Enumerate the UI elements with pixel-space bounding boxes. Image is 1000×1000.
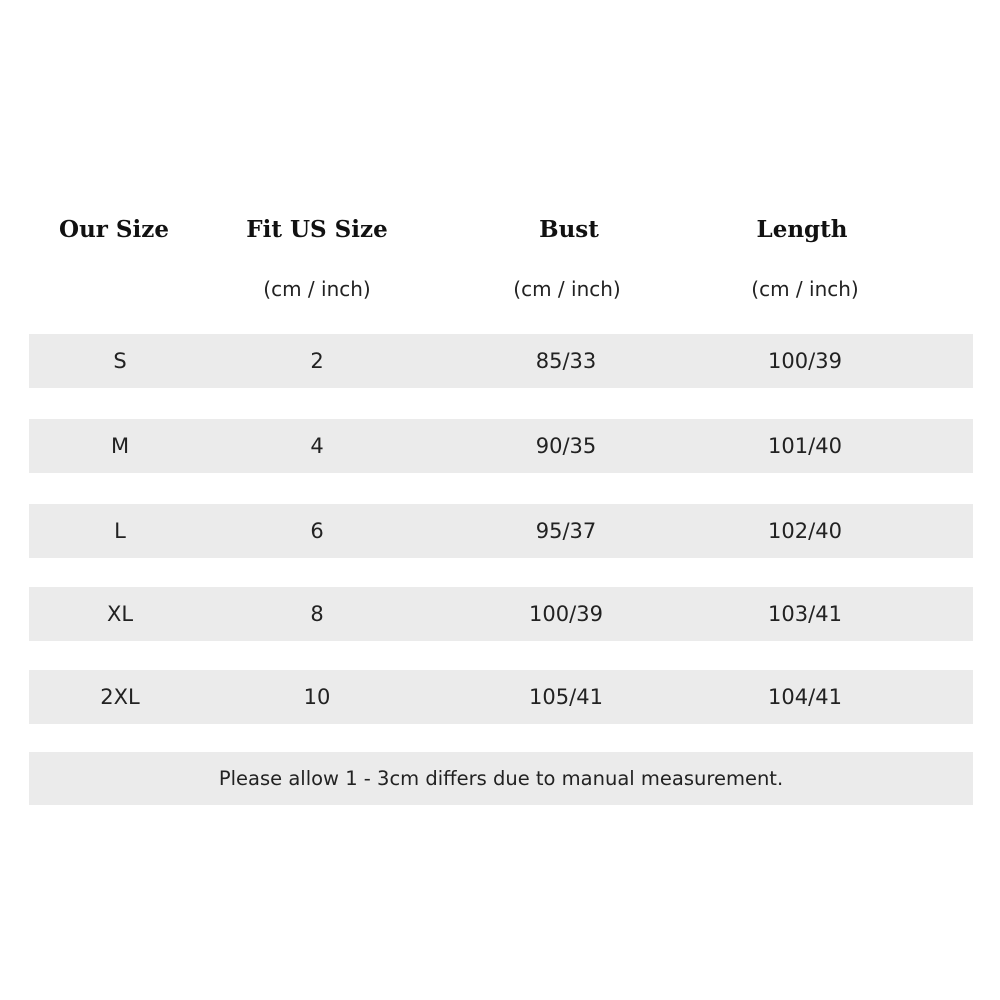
table-row-xl bbox=[29, 587, 973, 641]
cell-fit-us-size: 10 bbox=[303, 685, 331, 709]
table-row-l bbox=[29, 504, 973, 558]
cell-fit-us-size: 6 bbox=[310, 519, 324, 543]
cell-bust: 95/37 bbox=[535, 519, 597, 543]
cell-our-size: L bbox=[114, 519, 126, 543]
column-unit-length: (cm / inch) bbox=[751, 277, 859, 301]
cell-length: 103/41 bbox=[768, 602, 842, 626]
cell-length: 102/40 bbox=[768, 519, 842, 543]
cell-bust: 85/33 bbox=[535, 349, 597, 373]
cell-length: 100/39 bbox=[768, 349, 842, 373]
table-row-m bbox=[29, 419, 973, 473]
cell-bust: 105/41 bbox=[529, 685, 603, 709]
table-row-2xl bbox=[29, 670, 973, 724]
table-row-s bbox=[29, 334, 973, 388]
column-header-our-size: Our Size bbox=[59, 216, 169, 243]
column-unit-bust: (cm / inch) bbox=[513, 277, 621, 301]
cell-fit-us-size: 2 bbox=[310, 349, 324, 373]
column-unit-fit-us-size: (cm / inch) bbox=[263, 277, 371, 301]
cell-fit-us-size: 8 bbox=[310, 602, 324, 626]
column-header-length: Length bbox=[756, 216, 848, 243]
cell-our-size: M bbox=[110, 434, 130, 458]
cell-bust: 90/35 bbox=[535, 434, 597, 458]
measurement-note: Please allow 1 - 3cm differs due to manual measurement. bbox=[29, 752, 973, 805]
column-header-fit-us-size: Fit US Size bbox=[246, 216, 388, 243]
cell-our-size: XL bbox=[106, 602, 134, 626]
column-header-bust: Bust bbox=[539, 216, 599, 243]
cell-length: 101/40 bbox=[768, 434, 842, 458]
cell-our-size: 2XL bbox=[100, 685, 140, 709]
cell-length: 104/41 bbox=[768, 685, 842, 709]
cell-bust: 100/39 bbox=[529, 602, 603, 626]
cell-fit-us-size: 4 bbox=[310, 434, 324, 458]
size-chart-header bbox=[0, 0, 1000, 330]
cell-our-size: S bbox=[113, 349, 127, 373]
